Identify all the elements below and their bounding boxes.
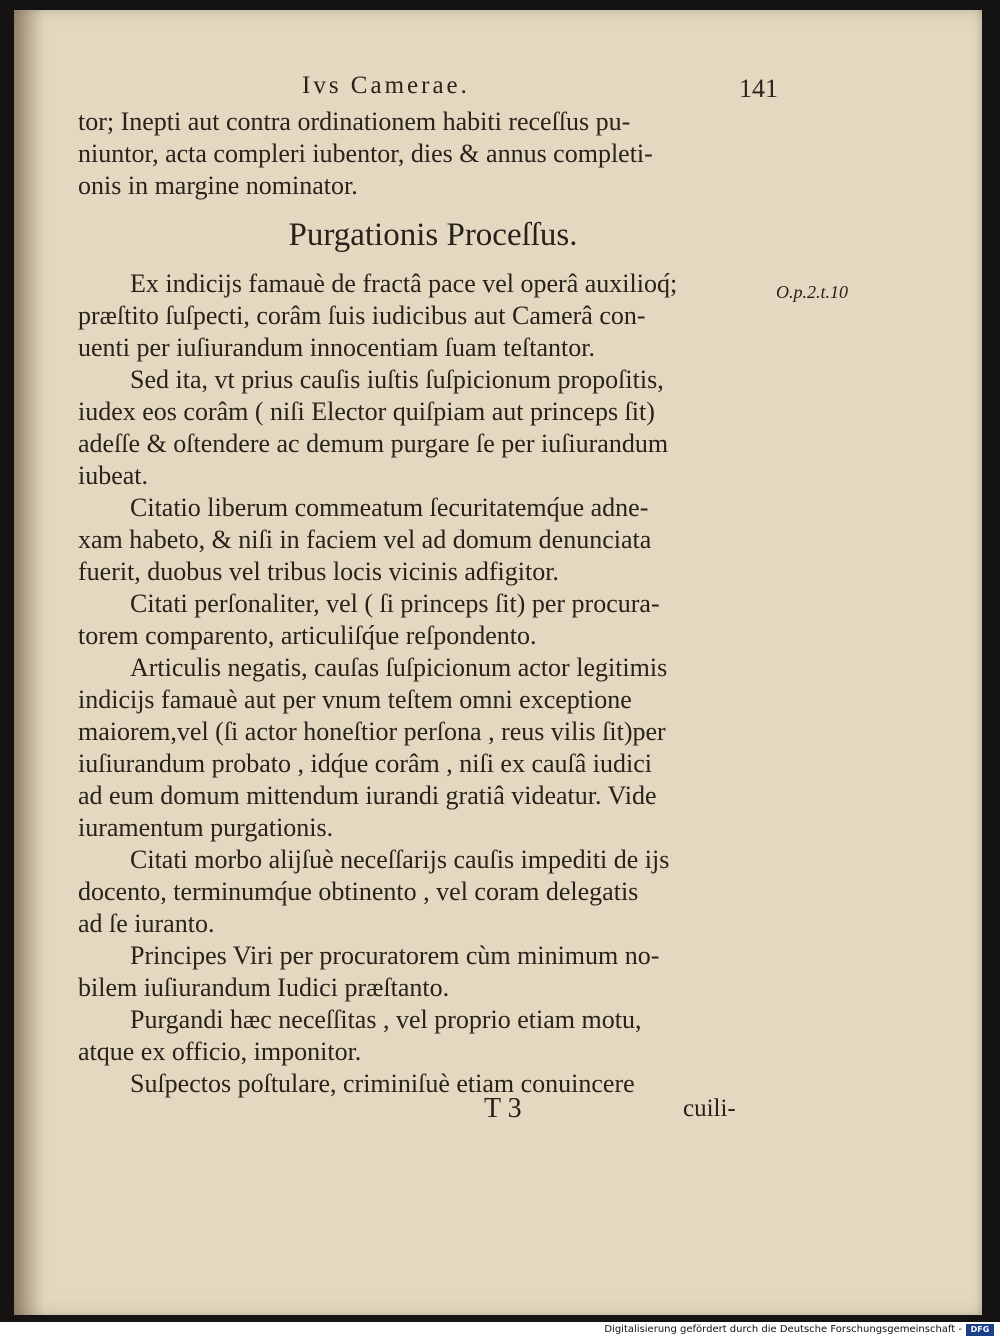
text-line: indicijs famauè aut per vnum teſtem omni exceptione [78,685,632,714]
paragraph-first-line: Citati perſonaliter, vel ( ſi princeps ſit) per procura- [130,589,660,618]
page-number: 141 [739,74,778,103]
text-line: adeſſe & oſtendere ac demum purgare ſe per iuſiurandum [78,429,669,458]
text-line: torem comparento, articuliſq́ue reſpondento. [78,621,537,650]
text-line: onis in margine nominator. [78,171,358,200]
text-line: iuſiurandum probato , idq́ue corâm , niſi ex cauſâ iudici [78,749,653,778]
text-line: atque ex officio, imponitor. [78,1037,362,1066]
text-line: docento, terminumq́ue obtinento , vel coram delegatis [78,877,639,906]
text-line: bilem iuſiurandum Iudici præſtanto. [78,973,450,1002]
running-head [0,72,1000,102]
footer-credit: Digitalisierung gefördert durch die Deutsche Forschungsgemeinschaft - [604,1324,962,1335]
text-line: iubeat. [78,461,149,490]
marginal-note: O.p.2.t.10 [776,282,848,302]
text-line: fuerit, duobus vel tribus locis vicinis adfigitor. [78,557,559,586]
paragraph-first-line: Articulis negatis, cauſas ſuſpicionum actor legitimis [130,653,668,682]
digitization-footer [0,1322,1000,1339]
text-line: niuntor, acta compleri iubentor, dies & annus completi- [78,139,653,168]
text-line: iudex eos corâm ( niſi Elector quiſpiam aut princeps ſit) [78,397,655,426]
catchword: cuili- [683,1095,736,1122]
signature-mark: T 3 [484,1093,522,1124]
paragraph-first-line: Citatio liberum commeatum ſecuritatemq́ue adne- [130,493,649,522]
text-line: tor; Inepti aut contra ordinationem habiti receſſus pu- [78,107,631,136]
text-line: uenti per iuſiurandum innocentiam ſuam teſtantor. [78,333,595,362]
text-line: ad eum domum mittendum iurandi gratiâ videatur. Vide [78,781,657,810]
text-line: xam habeto, & niſi in faciem vel ad domum denunciata [78,525,652,554]
section-heading: Purgationis Proceſſus. [288,217,578,253]
paragraph-first-line: Suſpectos poſtulare, criminiſuè etiam conuincere [130,1069,635,1098]
dfg-logo-icon: DFG [966,1324,994,1336]
paragraph-first-line: Ex indicijs famauè de fractâ pace vel operâ auxilioq́; [130,269,678,298]
paragraph-first-line: Principes Viri per procuratorem cùm minimum no- [130,941,660,970]
signature-line [0,1093,1000,1127]
text-line: ad ſe iuranto. [78,909,215,938]
running-title: Ivs Camerae. [302,72,470,99]
paragraph-first-line: Purgandi hæc neceſſitas , vel proprio etiam motu, [130,1005,642,1034]
text-line: iuramentum purgationis. [78,813,334,842]
text-line: maiorem,vel (ſi actor honeſtior perſona , reus vilis ſit)per [78,717,666,746]
text-line: præſtito ſuſpecti, corâm ſuis iudicibus aut Camerâ con- [78,301,646,330]
paragraph-first-line: Sed ita, vt prius cauſis iuſtis ſuſpicionum propoſitis, [130,365,664,394]
paragraph-first-line: Citati morbo alijſuè neceſſarijs cauſis impediti de ijs [130,845,670,874]
text-block [78,106,768,1100]
